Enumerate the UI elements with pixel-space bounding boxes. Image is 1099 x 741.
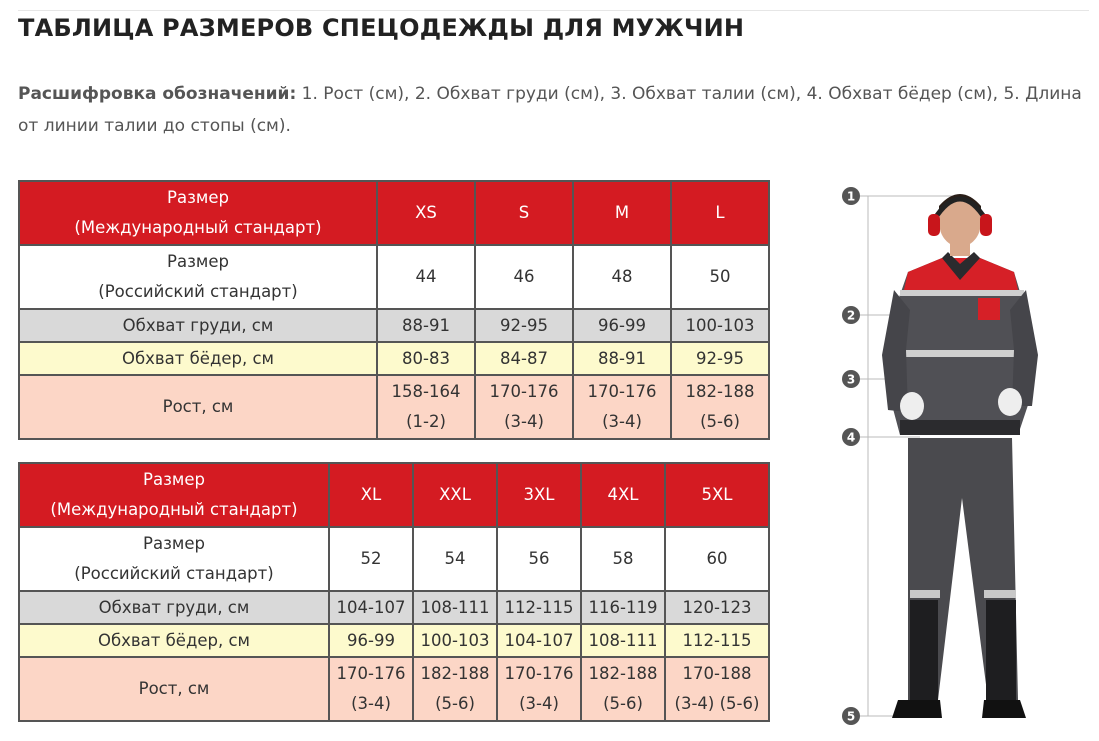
hips-cell: 104-107 xyxy=(497,624,581,657)
chest-cell: 92-95 xyxy=(475,309,573,342)
legend-description: 1. Рост (см), 2. Обхват груди (см), 3. Обхват талии (см), 4. Обхват бёдер (см), 5. Длина от линии талии до стопы (см). xyxy=(18,84,1082,136)
ru-size-label: Размер (Российский стандарт) xyxy=(19,527,329,591)
ru-size-cell: 54 xyxy=(413,527,497,591)
hips-label: Обхват бёдер, см xyxy=(19,624,329,657)
height-cell: 182-188 (5-6) xyxy=(413,657,497,721)
hips-cell: 96-99 xyxy=(329,624,413,657)
chest-cell: 100-103 xyxy=(671,309,769,342)
height-row xyxy=(19,375,769,439)
intl-size-row xyxy=(19,181,769,245)
legend-label: Расшифровка обозначений: xyxy=(18,84,297,104)
svg-text:1: 1 xyxy=(846,189,856,204)
marker-2 xyxy=(842,306,860,324)
size-cell: 3XL xyxy=(497,463,581,527)
marker-4 xyxy=(842,428,860,446)
height-label: Рост, см xyxy=(19,657,329,721)
size-cell: S xyxy=(475,181,573,245)
height-cell: 182-188 (5-6) xyxy=(581,657,665,721)
ru-size-label: Размер (Российский стандарт) xyxy=(19,245,377,309)
size-cell: XL xyxy=(329,463,413,527)
intl-size-label: Размер (Международный стандарт) xyxy=(19,181,377,245)
hips-cell: 92-95 xyxy=(671,342,769,375)
hips-cell: 80-83 xyxy=(377,342,475,375)
hips-cell: 108-111 xyxy=(581,624,665,657)
svg-text:5: 5 xyxy=(846,709,856,724)
ru-size-cell: 44 xyxy=(377,245,475,309)
chest-row xyxy=(19,591,769,624)
height-cell: 170-188 (3-4) (5-6) xyxy=(665,657,769,721)
size-table-2 xyxy=(18,462,770,722)
chest-cell: 104-107 xyxy=(329,591,413,624)
page-title: ТАБЛИЦА РАЗМЕРОВ СПЕЦОДЕЖДЫ ДЛЯ МУЖЧИН xyxy=(18,14,745,42)
height-cell: 170-176 (3-4) xyxy=(497,657,581,721)
size-cell: L xyxy=(671,181,769,245)
chest-label: Обхват груди, см xyxy=(19,309,377,342)
svg-text:4: 4 xyxy=(846,430,856,445)
ru-size-cell: 60 xyxy=(665,527,769,591)
chest-cell: 96-99 xyxy=(573,309,671,342)
height-cell: 170-176 (3-4) xyxy=(573,375,671,439)
ru-size-row xyxy=(19,245,769,309)
ru-size-cell: 46 xyxy=(475,245,573,309)
height-row xyxy=(19,657,769,721)
height-cell: 182-188 (5-6) xyxy=(671,375,769,439)
worker-illustration xyxy=(882,194,1038,718)
size-cell: 4XL xyxy=(581,463,665,527)
height-cell: 158-164 (1-2) xyxy=(377,375,475,439)
size-cell: 5XL xyxy=(665,463,769,527)
size-table-1 xyxy=(18,180,770,440)
chest-cell: 120-123 xyxy=(665,591,769,624)
size-cell: XXL xyxy=(413,463,497,527)
intl-size-row xyxy=(19,463,769,527)
chest-label: Обхват груди, см xyxy=(19,591,329,624)
chest-row xyxy=(19,309,769,342)
hips-cell: 100-103 xyxy=(413,624,497,657)
hips-cell: 88-91 xyxy=(573,342,671,375)
svg-text:3: 3 xyxy=(846,372,856,387)
size-cell: M xyxy=(573,181,671,245)
height-cell: 170-176 (3-4) xyxy=(329,657,413,721)
hips-label: Обхват бёдер, см xyxy=(19,342,377,375)
ru-size-cell: 52 xyxy=(329,527,413,591)
ru-size-cell: 50 xyxy=(671,245,769,309)
chest-cell: 88-91 xyxy=(377,309,475,342)
intl-size-label: Размер (Международный стандарт) xyxy=(19,463,329,527)
hips-cell: 112-115 xyxy=(665,624,769,657)
size-cell: XS xyxy=(377,181,475,245)
hips-row xyxy=(19,342,769,375)
height-cell: 170-176 (3-4) xyxy=(475,375,573,439)
ru-size-cell: 56 xyxy=(497,527,581,591)
ru-size-row xyxy=(19,527,769,591)
hips-row xyxy=(19,624,769,657)
marker-5 xyxy=(842,707,860,725)
height-label: Рост, см xyxy=(19,375,377,439)
chest-cell: 116-119 xyxy=(581,591,665,624)
hips-cell: 84-87 xyxy=(475,342,573,375)
legend-text xyxy=(18,78,1088,142)
svg-text:2: 2 xyxy=(846,308,856,323)
chest-cell: 108-111 xyxy=(413,591,497,624)
marker-3 xyxy=(842,370,860,388)
ru-size-cell: 48 xyxy=(573,245,671,309)
marker-1 xyxy=(842,187,860,205)
chest-cell: 112-115 xyxy=(497,591,581,624)
ru-size-cell: 58 xyxy=(581,527,665,591)
top-divider xyxy=(18,10,1089,11)
workwear-figure xyxy=(830,180,1090,725)
